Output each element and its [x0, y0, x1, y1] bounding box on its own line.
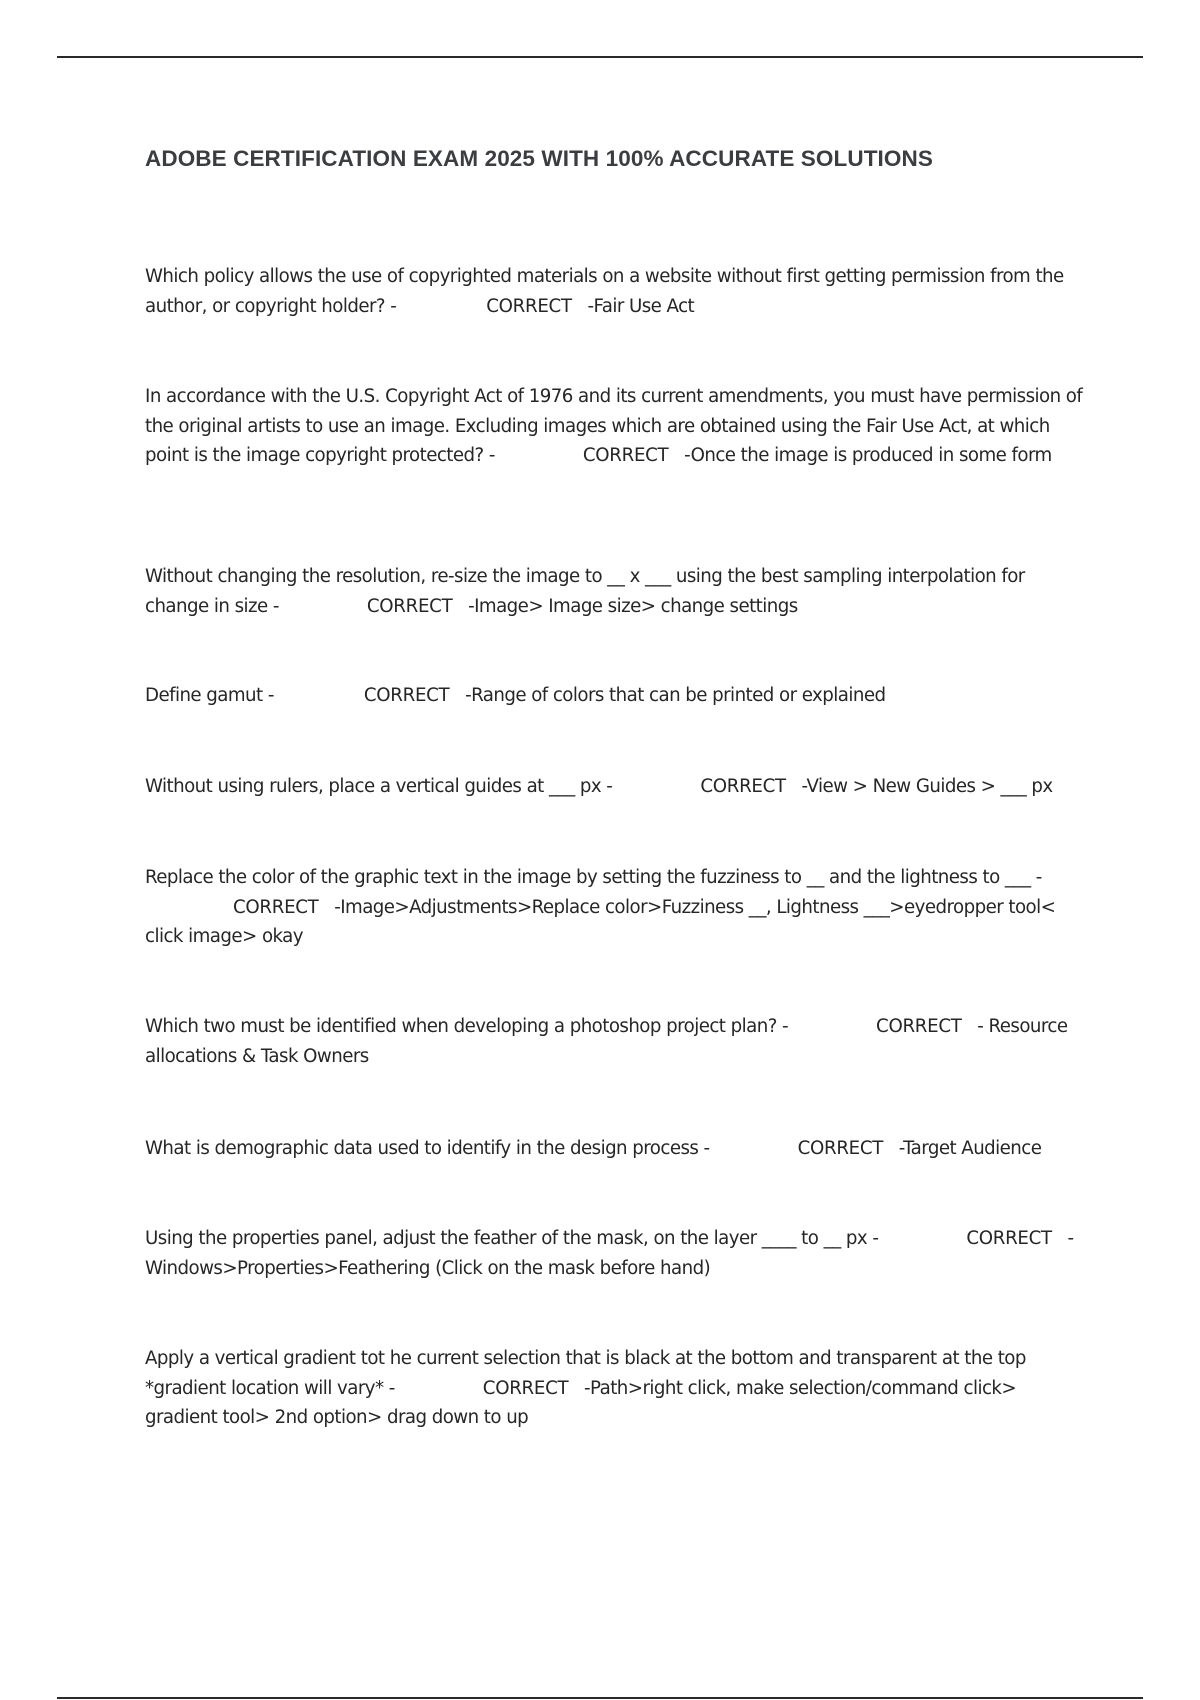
document-title: ADOBE CERTIFICATION EXAM 2025 WITH 100% ACCURATE SOLUTIONS	[145, 146, 933, 171]
answer: -Image> Image size> change settings	[468, 595, 798, 617]
answer: - Resource allocations & Task Owners	[145, 1016, 1068, 1067]
question: Apply a vertical gradient tot he current selection that is black at the bottom and transparent at the top *gradient location will vary* -	[145, 1348, 1026, 1399]
answer: -Image>Adjustments>Replace color>Fuzziness __, Lightness ___>eyedropper tool< click image> okay	[145, 896, 1056, 947]
question: Without using rulers, place a vertical guides at ___ px -	[145, 776, 613, 797]
question: Define gamut -	[145, 685, 274, 706]
answer: -Range of colors that can be printed or explained	[465, 685, 886, 706]
correct-label: CORRECT	[486, 295, 572, 317]
answer: -Once the image is produced in some form	[684, 445, 1052, 466]
correct-label: CORRECT	[482, 1377, 569, 1399]
qa-item-5	[145, 772, 1085, 802]
correct-label: CORRECT	[797, 1138, 884, 1159]
qa-item-8	[145, 1134, 1085, 1164]
correct-label: CORRECT	[233, 896, 319, 918]
correct-label: CORRECT	[363, 685, 450, 706]
qa-item-1	[145, 262, 1085, 321]
correct-label: CORRECT	[966, 1228, 1052, 1249]
qa-item-7	[145, 1012, 1085, 1071]
question: Which policy allows the use of copyrighted materials on a website without first getting permission from the author, or copyright holder? -	[145, 266, 1064, 317]
question: What is demographic data used to identify in the design process -	[145, 1138, 710, 1159]
bottom-rule	[57, 1697, 1143, 1699]
qa-item-3	[145, 562, 1085, 621]
answer: -Windows>Properties>Feathering (Click on the mask before hand)	[145, 1228, 1074, 1279]
correct-label: CORRECT	[876, 1016, 962, 1037]
question: Without changing the resolution, re-size the image to __ x ___ using the best sampling interpolation for change in size -	[145, 566, 1025, 617]
qa-item-2	[145, 382, 1085, 471]
qa-item-4	[145, 681, 1085, 711]
answer: -Path>right click, make selection/command click> gradient tool> 2nd option> drag down to up	[145, 1377, 1017, 1428]
qa-item-6	[145, 863, 1085, 952]
qa-item-9	[145, 1224, 1085, 1283]
correct-label: CORRECT	[366, 595, 453, 617]
top-rule	[57, 56, 1143, 58]
question: Replace the color of the graphic text in the image by setting the fuzziness to __ and the lightness to ___ -	[145, 867, 1042, 888]
question: In accordance with the U.S. Copyright Act of 1976 and its current amendments, you must have permission of the original artists to use an image. Excluding images which are obtained using the Fair Use Act, at which point is the image copyright protected? -	[145, 386, 1083, 466]
correct-label: CORRECT	[582, 445, 669, 466]
question: Which two must be identified when developing a photoshop project plan? -	[145, 1016, 789, 1037]
answer: -View > New Guides > ___ px	[801, 776, 1053, 797]
answer: -Fair Use Act	[587, 295, 695, 317]
correct-label: CORRECT	[700, 776, 786, 797]
qa-item-10	[145, 1344, 1085, 1433]
question: Using the properties panel, adjust the feather of the mask, on the layer ____ to __ px -	[145, 1228, 879, 1249]
answer: -Target Audience	[898, 1138, 1042, 1159]
